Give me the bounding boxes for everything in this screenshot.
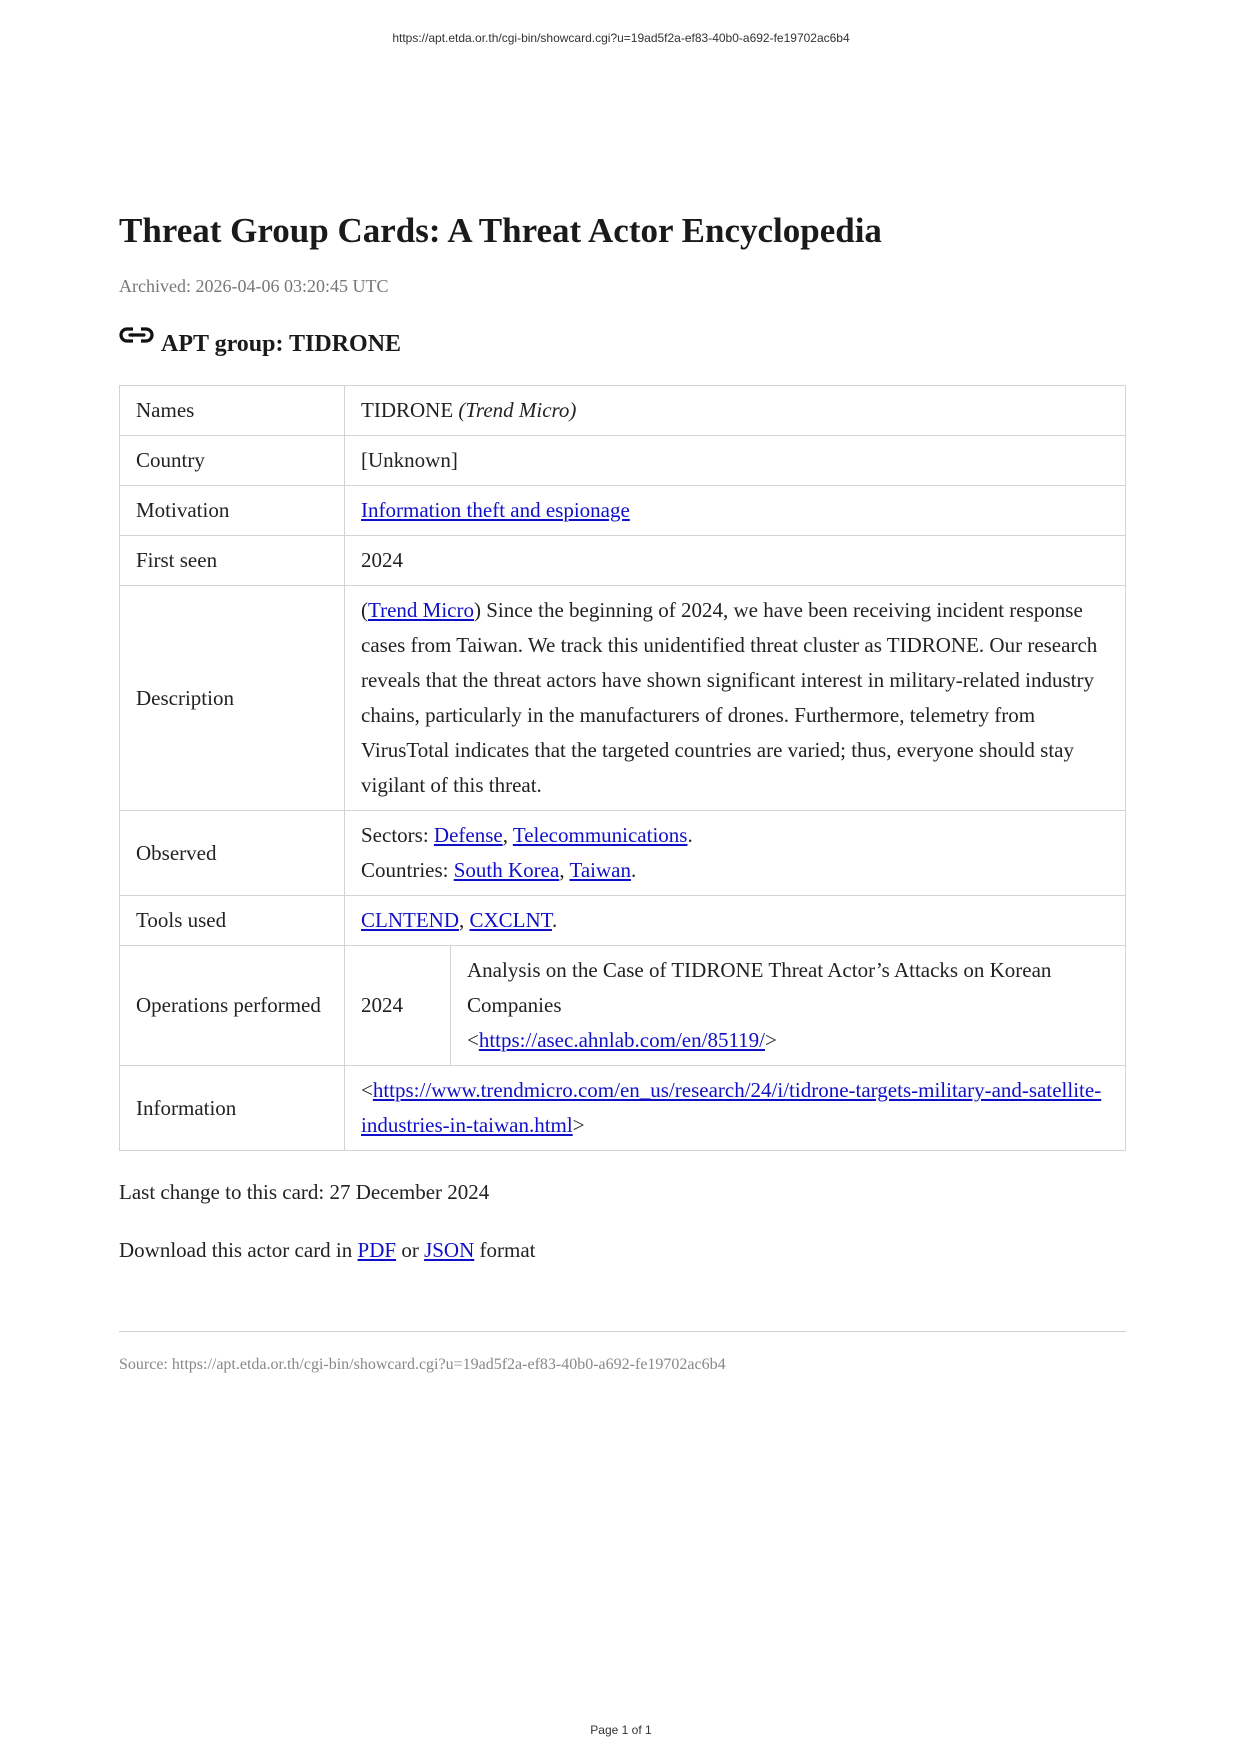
download-or: or: [396, 1238, 425, 1262]
description-value: [345, 586, 1126, 811]
table-row-operations: [120, 946, 1126, 1066]
end-period: .: [687, 823, 693, 847]
tools-value: [345, 896, 1126, 946]
observed-sectors: [361, 818, 1109, 853]
source-url: Source: https://apt.etda.or.th/cgi-bin/showcard.cgi?u=19ad5f2a-ef83-40b0-a692-fe19702ac6b4: [119, 1356, 726, 1373]
lt-sign: <: [467, 1028, 479, 1052]
motivation-link[interactable]: Information theft and espionage: [361, 498, 630, 522]
separator: ,: [459, 908, 470, 932]
ahnlab-link[interactable]: https://asec.ahnlab.com/en/85119/: [478, 1028, 765, 1052]
country-link-south-korea[interactable]: South Korea: [453, 858, 560, 882]
table-row-observed: [120, 811, 1126, 896]
link-icon[interactable]: [119, 324, 155, 348]
end-period: .: [630, 858, 637, 882]
table-row-first-seen: [120, 536, 1126, 586]
table-row-motivation: [120, 486, 1126, 536]
country-label: Country: [120, 436, 345, 486]
actor-name-source: (Trend Micro): [458, 398, 577, 422]
last-change: Last change to this card: 27 December 2024: [119, 1180, 490, 1204]
observed-value: [345, 811, 1126, 896]
names-label: Names: [120, 386, 345, 436]
operation-text: Analysis on the Case of TIDRONE Threat Actor’s Attacks on Korean Companies: [467, 958, 1052, 1017]
first-seen-value: 2024: [345, 536, 1126, 586]
countries-label: Countries:: [361, 858, 454, 882]
operations-label: Operations performed: [120, 946, 345, 1066]
observed-label: Observed: [120, 811, 345, 896]
pdf-link[interactable]: PDF: [357, 1238, 397, 1262]
operation-details: [451, 946, 1126, 1066]
operation-reference: [467, 1023, 1109, 1058]
table-row-information: [120, 1066, 1126, 1151]
download-suffix: format: [474, 1238, 536, 1262]
table-row-country: [120, 436, 1126, 486]
gt-sign: >: [765, 1028, 777, 1052]
motivation-label: Motivation: [120, 486, 345, 536]
description-open-paren: (: [361, 598, 368, 622]
actor-card-table: [119, 385, 1126, 1151]
country-value: [Unknown]: [345, 436, 1126, 486]
tool-link-clntend[interactable]: CLNTEND: [361, 908, 459, 932]
table-row-tools: [120, 896, 1126, 946]
country-link-taiwan[interactable]: Taiwan: [569, 858, 631, 882]
sector-link-defense[interactable]: Defense: [433, 823, 503, 847]
sectors-label: Sectors:: [361, 823, 434, 847]
apt-group-title: APT group: TIDRONE: [161, 330, 402, 357]
information-value: [345, 1066, 1126, 1151]
separator: ,: [502, 823, 513, 847]
page-number: Page 1 of 1: [590, 1723, 652, 1737]
table-row-description: [120, 586, 1126, 811]
page-header-url: https://apt.etda.or.th/cgi-bin/showcard.cgi?u=19ad5f2a-ef83-40b0-a692-fe19702ac6b4: [392, 31, 850, 45]
names-value: [345, 386, 1126, 436]
download-prefix: Download this actor card in: [119, 1238, 358, 1262]
json-link[interactable]: JSON: [424, 1238, 475, 1262]
separator: ,: [559, 858, 570, 882]
operation-year: 2024: [345, 946, 451, 1066]
gt-sign: >: [572, 1113, 585, 1137]
first-seen-label: First seen: [120, 536, 345, 586]
trendmicro-research-link[interactable]: https://www.trendmicro.com/en_us/research/24/i/tidrone-targets-military-and-satellite-industries-in-taiwan.html: [361, 1078, 1102, 1137]
trend-micro-link[interactable]: Trend Micro: [368, 598, 474, 622]
page-title: Threat Group Cards: A Threat Actor Encyclopedia: [119, 211, 882, 250]
motivation-value: [345, 486, 1126, 536]
download-line: [119, 1237, 1125, 1263]
actor-name: TIDRONE: [361, 398, 454, 422]
observed-countries: [361, 853, 1109, 888]
description-text: ) Since the beginning of 2024, we have been receiving incident response cases from Taiwan. We track this unidentified threat cluster as TIDRONE. Our research reveals that the threat actors have shown significant interest in military-related industry chains, particularly in the manufacturers of drones. Furthermore, telemetry from VirusTotal indicates that the targeted countries are varied; thus, everyone should stay vigilant of this threat.: [361, 598, 1098, 797]
description-label: Description: [120, 586, 345, 811]
tool-link-cxclnt[interactable]: CXCLNT: [469, 908, 552, 932]
information-label: Information: [120, 1066, 345, 1151]
main-content: [119, 210, 1125, 1374]
divider: [119, 1331, 1126, 1332]
lt-sign: <: [361, 1078, 373, 1102]
table-row-names: [120, 386, 1126, 436]
end-period: .: [551, 908, 558, 932]
apt-group-heading: [119, 326, 1125, 362]
tools-label: Tools used: [120, 896, 345, 946]
sector-link-telecommunications[interactable]: Telecommunications: [512, 823, 688, 847]
archived-date: Archived: 2026-04-06 03:20:45 UTC: [119, 276, 389, 296]
